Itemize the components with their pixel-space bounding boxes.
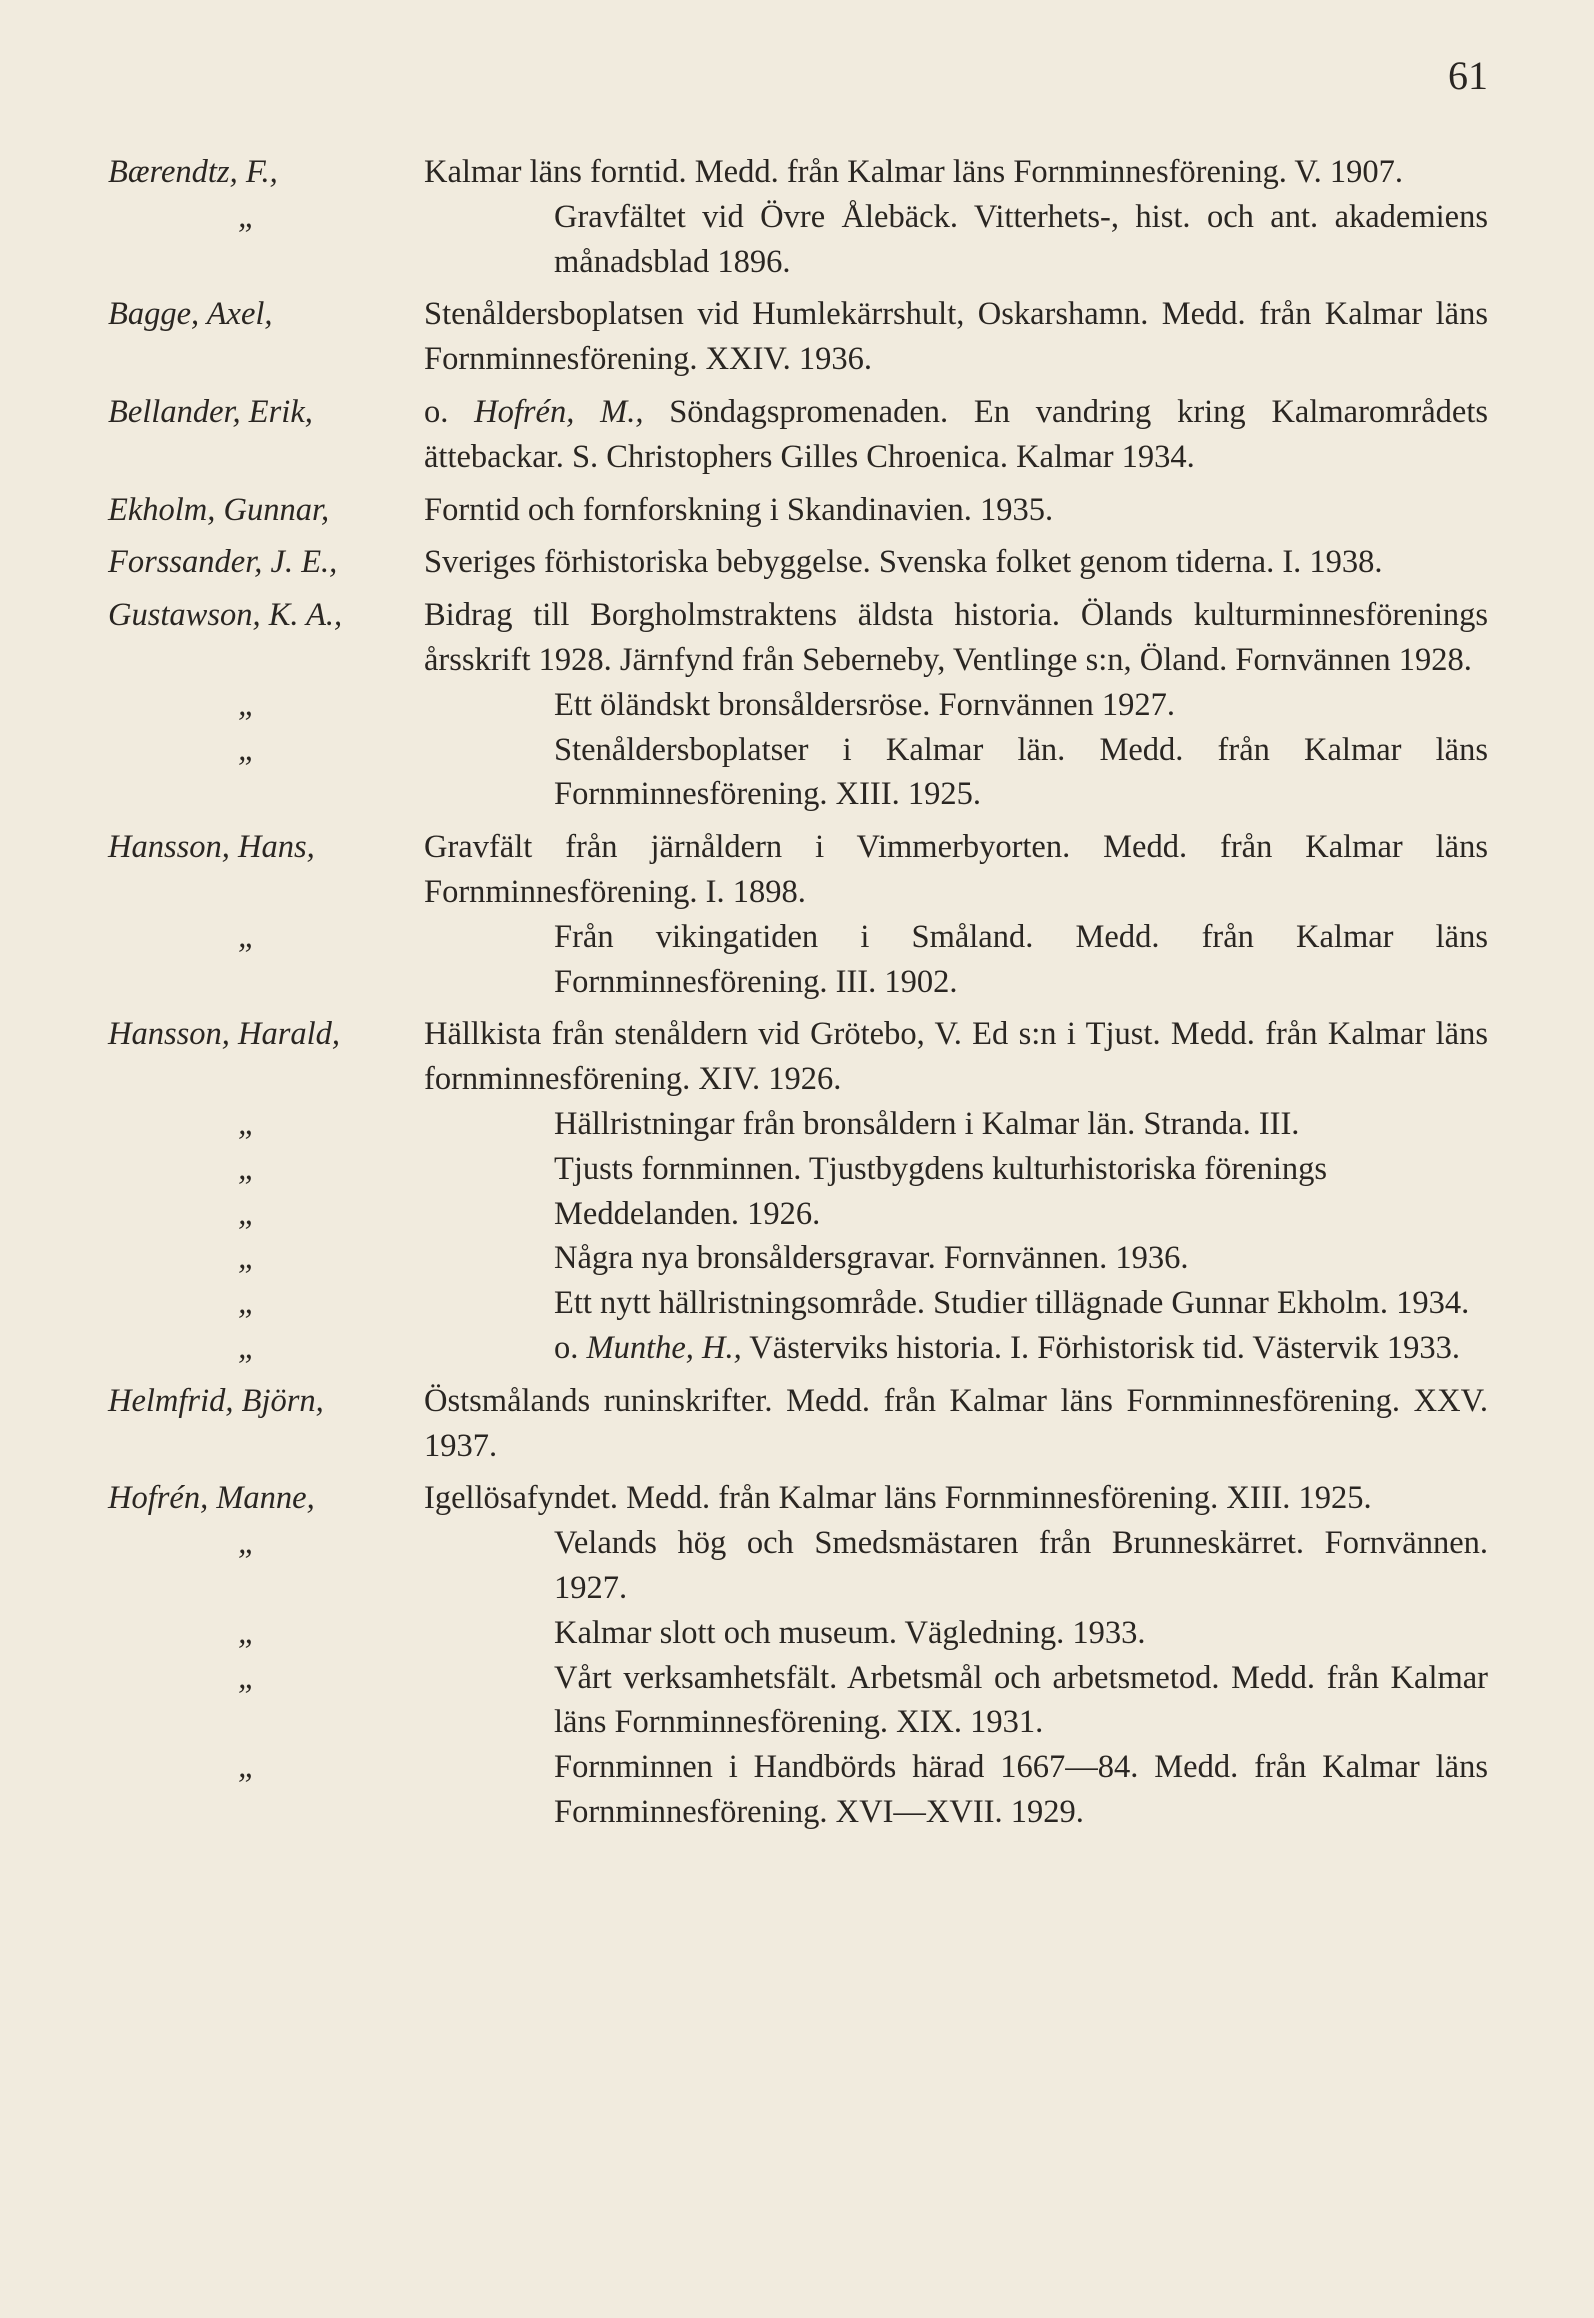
bibliography-entry (108, 593, 1488, 683)
entry-reference (424, 825, 1488, 915)
entry-text: Meddelanden. 1926. (554, 1195, 821, 1232)
entry-reference (424, 1012, 1488, 1102)
entry-author: Hansson, Hans, (108, 829, 315, 866)
entry-reference (424, 390, 1488, 480)
bibliography-entry (108, 150, 1488, 195)
ditto-mark: „ (238, 1240, 257, 1277)
entry-text: Tjusts fornminnen. Tjustbygdens kulturhistoriska förenings (554, 1150, 1328, 1187)
entry-coauthor: Hofrén, M., (474, 393, 644, 430)
entry-text: Kalmar slott och museum. Vägledning. 1933. (554, 1614, 1146, 1651)
entry-reference (424, 1476, 1488, 1521)
bibliography-list (108, 150, 1488, 1835)
entry-reference (554, 728, 1488, 818)
entry-reference (554, 1611, 1488, 1656)
entry-text: Fornminnen i Handbörds härad 1667—84. Medd. från Kalmar läns Fornminnesförening. XVI—XVII. 1929. (554, 1749, 1488, 1830)
entry-reference (554, 1745, 1488, 1835)
bibliography-entry (108, 1192, 1488, 1237)
bibliography-entry (108, 1611, 1488, 1656)
entry-author: Gustawson, K. A., (108, 597, 343, 634)
ditto-mark: „ (238, 1614, 257, 1651)
entry-reference (554, 1326, 1488, 1371)
bibliography-entry (108, 825, 1488, 915)
entry-reference (424, 593, 1488, 683)
entry-author: Forssander, J. E., (108, 544, 338, 581)
bibliography-entry (108, 1379, 1488, 1469)
bibliography-entry (108, 1745, 1488, 1835)
entry-prefix: o. (554, 1329, 579, 1366)
ditto-mark: „ (238, 1195, 257, 1232)
entry-reference (554, 915, 1488, 1005)
entry-author: Bærendtz, F., (108, 154, 278, 190)
entry-reference (424, 488, 1488, 533)
bibliography-entry (108, 1656, 1488, 1746)
entry-text: Hällkista från stenåldern vid Grötebo, V. Ed s:n i Tjust. Medd. från Kalmar läns fornminnesförening. XIV. 1926. (424, 1016, 1488, 1098)
bibliography-entry (108, 1281, 1488, 1326)
entry-author: Bellander, Erik, (108, 393, 313, 430)
bibliography-entry (108, 390, 1488, 480)
entry-text: Gravfält från järnåldern i Vimmerbyorten. Medd. från Kalmar läns Fornminnesförening. I. 1898. (424, 829, 1488, 910)
entry-text: Stenåldersboplatsen vid Humlekärrshult, Oskarshamn. Medd. från Kalmar läns Fornminnesförening. XXIV. 1936. (424, 296, 1488, 378)
entry-reference (554, 1236, 1488, 1281)
ditto-mark: „ (238, 731, 257, 768)
entry-author: Ekholm, Gunnar, (108, 491, 330, 528)
entry-text: Från vikingatiden i Småland. Medd. från Kalmar läns Fornminnesförening. III. 1902. (554, 918, 1488, 1000)
bibliography-entry (108, 1102, 1488, 1147)
entry-text: Igellösafyndet. Medd. från Kalmar läns Fornminnesförening. XIII. 1925. (424, 1480, 1372, 1517)
entry-text: Gravfältet vid Övre Ålebäck. Vitterhets-, hist. och ant. akademiens månadsblad 1896. (554, 198, 1488, 280)
ditto-mark: „ (238, 1659, 257, 1696)
entry-text: Forntid och fornforskning i Skandinavien. 1935. (424, 491, 1054, 528)
entry-text: Ett öländskt bronsåldersröse. Fornvännen 1927. (554, 686, 1176, 723)
bibliography-entry (108, 1326, 1488, 1371)
entry-text: Vårt verksamhetsfält. Arbetsmål och arbetsmetod. Medd. från Kalmar läns Fornminnesförening. XIX. 1931. (554, 1659, 1488, 1741)
ditto-mark: „ (238, 1150, 257, 1187)
entry-reference (554, 195, 1488, 285)
entry-author: Hofrén, Manne, (108, 1480, 315, 1517)
entry-text: Västerviks historia. I. Förhistorisk tid. Västervik 1933. (749, 1329, 1461, 1366)
entry-reference (424, 540, 1488, 585)
entry-reference (554, 1656, 1488, 1746)
entry-text: Hällristningar från bronsåldern i Kalmar län. Stranda. III. (554, 1105, 1300, 1142)
entry-text: Söndagspromenaden. En vandring kring Kalmarområdets ättebackar. S. Christophers Gilles Chroenica. Kalmar 1934. (424, 393, 1489, 475)
ditto-mark: „ (238, 918, 257, 955)
bibliography-entry (108, 1236, 1488, 1281)
bibliography-entry (108, 1147, 1488, 1192)
entry-text: Ett nytt hällristningsområde. Studier tillägnade Gunnar Ekholm. 1934. (554, 1285, 1470, 1322)
bibliography-entry (108, 728, 1488, 818)
bibliography-entry (108, 540, 1488, 585)
entry-reference (554, 1281, 1488, 1326)
entry-text: Sveriges förhistoriska bebyggelse. Svenska folket genom tiderna. I. 1938. (424, 544, 1383, 581)
ditto-mark: „ (238, 1525, 257, 1562)
entry-reference (554, 683, 1488, 728)
ditto-mark: „ (238, 1329, 257, 1366)
entry-reference (424, 150, 1488, 195)
entry-reference (424, 1379, 1488, 1469)
entry-text: Kalmar läns forntid. Medd. från Kalmar läns Fornminnesförening. V. 1907. (424, 154, 1404, 190)
entry-text: Velands hög och Smedsmästaren från Brunneskärret. Fornvännen. 1927. (554, 1525, 1488, 1606)
ditto-mark: „ (238, 198, 257, 235)
bibliography-entry (108, 1476, 1488, 1521)
entry-text: Några nya bronsåldersgravar. Fornvännen. 1936. (554, 1240, 1189, 1277)
bibliography-entry (108, 683, 1488, 728)
ditto-mark: „ (238, 1285, 257, 1322)
bibliography-entry (108, 488, 1488, 533)
bibliography-entry (108, 1521, 1488, 1611)
entry-text: Stenåldersboplatser i Kalmar län. Medd. från Kalmar läns Fornminnesförening. XIII. 1925. (554, 731, 1488, 813)
entry-author: Hansson, Harald, (108, 1016, 341, 1053)
entry-text: Östsmålands runinskrifter. Medd. från Kalmar läns Fornminnesförening. XXV. 1937. (424, 1382, 1488, 1464)
entry-reference (554, 1521, 1488, 1611)
ditto-mark: „ (238, 1105, 257, 1142)
entry-prefix: o. (424, 393, 449, 430)
bibliography-entry (108, 292, 1488, 382)
entry-reference (424, 292, 1488, 382)
entry-author: Bagge, Axel, (108, 296, 273, 333)
entry-coauthor: Munthe, H., (586, 1329, 742, 1366)
bibliography-entry (108, 1012, 1488, 1102)
entry-text: Bidrag till Borgholmstraktens äldsta historia. Ölands kulturminnesförenings årsskrift 1928. Järnfynd från Seberneby, Ventlinge s:n, Öland. Fornvännen 1928. (424, 597, 1488, 678)
bibliography-entry (108, 915, 1488, 1005)
entry-reference (554, 1102, 1488, 1147)
page-number: 61 (1448, 53, 1488, 98)
entry-author: Helmfrid, Björn, (108, 1382, 324, 1419)
bibliography-entry (108, 195, 1488, 285)
ditto-mark: „ (238, 686, 257, 723)
ditto-mark: „ (238, 1749, 257, 1786)
entry-reference (554, 1192, 1488, 1237)
entry-reference (554, 1147, 1488, 1192)
